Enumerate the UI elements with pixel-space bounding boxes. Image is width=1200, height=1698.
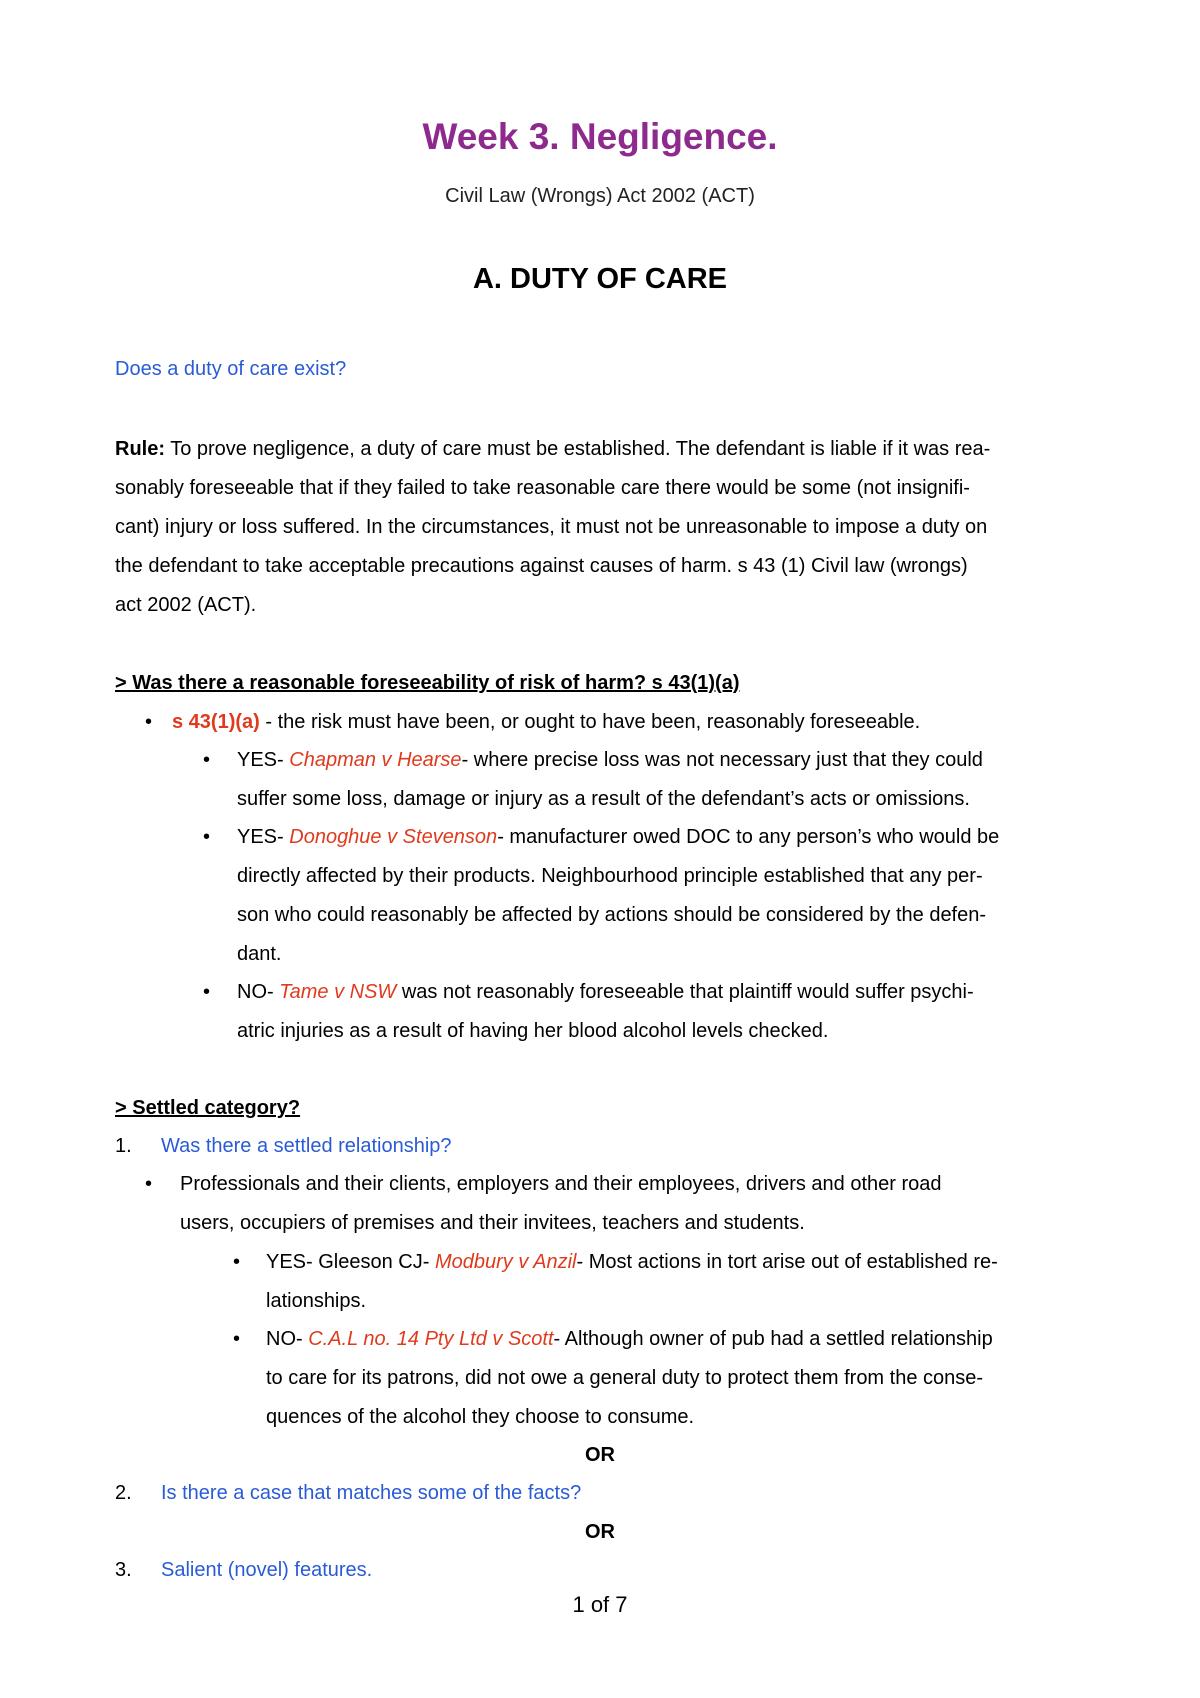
case-name: Chapman v Hearse — [289, 749, 462, 771]
rule-line-1 — [115, 430, 990, 468]
list-number: 2. — [115, 1482, 132, 1504]
section-ref: s 43(1)(a) — [172, 711, 260, 733]
case-text-cont: directly affected by their products. Neighbourhood principle established that any per- — [237, 865, 983, 887]
duty-question: Does a duty of care exist? — [115, 358, 347, 380]
case-text-cont: lationships. — [266, 1290, 367, 1312]
case-text-cont: son who could reasonably be affected by actions should be considered by the defen- — [237, 904, 987, 926]
case-text-cont: dant. — [237, 943, 282, 965]
case-text: - Although owner of pub had a settled relationship — [553, 1328, 993, 1350]
section-heading: A. DUTY OF CARE — [472, 263, 728, 295]
settled-question-1: Was there a settled relationship? — [161, 1135, 452, 1157]
case-verdict: NO- — [237, 981, 280, 1003]
foreseeability-heading: > Was there a reasonable foreseeability of risk of harm? s 43(1)(a) — [115, 672, 740, 694]
case-text-cont: quences of the alcohol they choose to consume. — [266, 1406, 695, 1428]
relationship-list-cont: users, occupiers of premises and their invitees, teachers and students. — [180, 1212, 805, 1234]
case-text: - manufacturer owed DOC to any person’s who would be — [497, 826, 1000, 848]
section-ref-item — [172, 703, 920, 741]
case-verdict: NO- — [266, 1328, 309, 1350]
case-name: Modbury v Anzil — [434, 1251, 577, 1273]
section-ref-text: - the risk must have been, or ought to have been, reasonably foreseeable. — [259, 711, 921, 733]
case-item — [266, 1320, 993, 1358]
rule-line-5: act 2002 (ACT). — [115, 594, 257, 616]
case-item — [237, 818, 999, 856]
settled-heading: > Settled category? — [115, 1097, 301, 1119]
case-text-cont: atric injuries as a result of having her blood alcohol levels checked. — [237, 1020, 829, 1042]
case-verdict: YES- — [237, 826, 290, 848]
case-verdict: YES- Gleeson CJ- — [266, 1251, 435, 1273]
case-text: was not reasonably foreseeable that plaintiff would suffer psychi- — [396, 981, 974, 1003]
bullet-icon: • — [145, 1173, 153, 1195]
rule-line-2: sonably foreseeable that if they failed to take reasonable care there would be some (not insignifi- — [115, 477, 970, 499]
page-subtitle: Civil Law (Wrongs) Act 2002 (ACT) — [445, 185, 755, 207]
case-text-cont: suffer some loss, damage or injury as a result of the defendant’s acts or omissions. — [237, 788, 970, 810]
case-item — [237, 973, 974, 1011]
bullet-icon: • — [233, 1328, 241, 1350]
case-item — [266, 1243, 998, 1281]
case-name: Donoghue v Stevenson — [289, 826, 498, 848]
case-name: C.A.L no. 14 Pty Ltd v Scott — [308, 1328, 554, 1350]
bullet-icon: • — [145, 711, 153, 733]
page-number: 1 of 7 — [572, 1592, 628, 1617]
settled-question-3: Salient (novel) features. — [161, 1559, 373, 1581]
settled-question-2: Is there a case that matches some of the facts? — [161, 1482, 582, 1504]
or-separator: OR — [585, 1521, 615, 1543]
case-text: - Most actions in tort arise out of established re- — [576, 1251, 998, 1273]
bullet-icon: • — [203, 981, 211, 1003]
rule-line-3: cant) injury or loss suffered. In the circumstances, it must not be unreasonable to impose a duty on — [115, 516, 988, 538]
list-number: 3. — [115, 1559, 132, 1581]
page-title: Week 3. Negligence. — [422, 116, 778, 157]
bullet-icon: • — [203, 749, 211, 771]
bullet-icon: • — [233, 1251, 241, 1273]
bullet-icon: • — [203, 826, 211, 848]
or-separator: OR — [585, 1444, 615, 1466]
case-text-cont: to care for its patrons, did not owe a general duty to protect them from the conse- — [266, 1367, 984, 1389]
rule-line-4: the defendant to take acceptable precautions against causes of harm. s 43 (1) Civil law (wrongs) — [115, 555, 968, 577]
case-name: Tame v NSW — [279, 981, 397, 1003]
case-item — [237, 741, 983, 779]
rule-label: Rule: — [115, 438, 165, 460]
relationship-list: Professionals and their clients, employers and their employees, drivers and other road — [180, 1173, 942, 1195]
case-text: - where precise loss was not necessary just that they could — [461, 749, 983, 771]
list-number: 1. — [115, 1135, 132, 1157]
case-verdict: YES- — [237, 749, 290, 771]
rule-text: To prove negligence, a duty of care must be established. The defendant is liable if it was rea- — [165, 438, 991, 460]
